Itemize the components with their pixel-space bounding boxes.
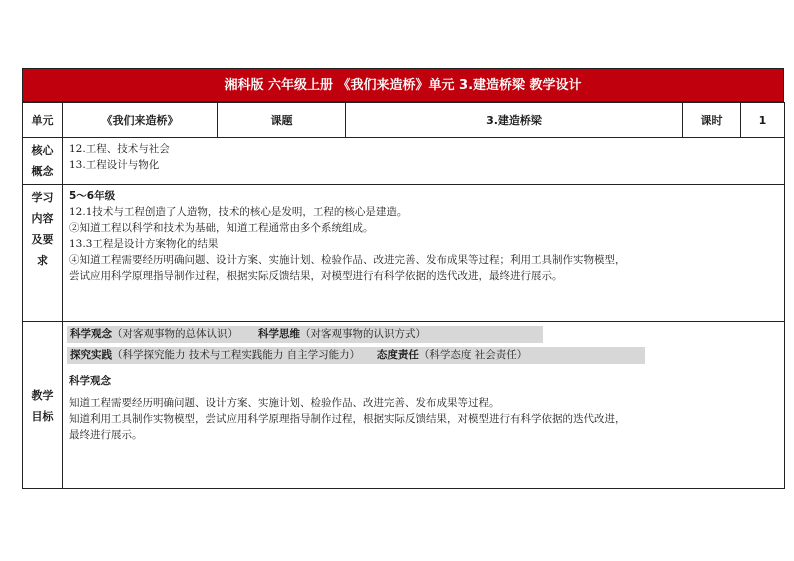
requirements-row [23,185,785,322]
tag-science-concept-desc: （对客观事物的总体认识） [112,328,238,340]
tag-science-thinking-desc: （对客观事物的认识方式） [300,328,427,340]
goals-label [23,322,63,489]
unit-value: 《我们来造桥》 [63,103,218,138]
tag-inquiry-practice: 探究实践 [70,349,112,361]
req-label-line: 及要 [31,233,54,246]
core-concept-row [23,138,785,185]
requirement-line: 尝试应用科学原理指导制作过程，根据实际反馈结果，对模型进行有科学依据的迭代改进，最终进行展示。 [69,270,563,282]
tag-inquiry-practice-desc: （科学探究能力 技术与工程实践能力 自主学习能力） [112,349,361,361]
core-label-line: 核心 [31,144,54,157]
grade-level: 5～6年级 [69,190,116,202]
goals-label-line: 教学 [31,389,54,402]
core-concept-content [63,138,785,185]
requirement-line: 13.3工程是设计方案物化的结果 [69,238,219,250]
goals-tag-row-2 [67,347,645,364]
goal-line: 最终进行展示。 [69,429,143,441]
period-label: 课时 [683,103,741,138]
core-item: 12.工程、技术与社会 [69,143,170,155]
core-concept-label [23,138,63,185]
core-item: 13.工程设计与物化 [69,159,160,171]
period-value: 1 [741,103,785,138]
goals-label-line: 目标 [31,410,54,423]
req-label-line: 内容 [31,212,54,225]
goals-section-title: 科学观念 [69,375,111,387]
topic-label: 课题 [218,103,346,138]
unit-label: 单元 [23,103,63,138]
goals-content [63,322,785,489]
tag-science-concept: 科学观念 [70,328,112,340]
requirements-content [63,185,785,322]
goals-tag-row-1 [67,326,543,343]
document-title: 湘科版 六年级上册 《我们来造桥》单元 3.建造桥梁 教学设计 [22,68,784,102]
goals-row [23,322,785,489]
goal-line: 知道利用工具制作实物模型，尝试应用科学原理指导制作过程，根据实际反馈结果，对模型进行有科学依据的迭代改进， [69,413,626,425]
lesson-plan-document [22,68,784,489]
goal-line: 知道工程需要经历明确问题、设计方案、实施计划、检验作品、改进完善、发布成果等过程。 [69,397,500,409]
requirement-line: ②知道工程以科学和技术为基础，知道工程通常由多个系统组成。 [69,222,374,234]
tag-attitude-responsibility-desc: （科学态度 社会责任） [418,349,528,361]
topic-value: 3.建造桥梁 [346,103,683,138]
requirement-line: 12.1技术与工程创造了人造物，技术的核心是发明，工程的核心是建造。 [69,206,408,218]
tag-science-thinking: 科学思维 [258,328,301,340]
header-row [23,103,785,138]
req-label-line: 求 [37,254,48,267]
req-label-line: 学习 [31,191,54,204]
requirement-line: ④知道工程需要经历明确问题、设计方案、实施计划、检验作品、改进完善、发布成果等过程；利用工具制作实物模型， [69,254,626,266]
lesson-plan-table [22,102,785,489]
requirements-label [23,185,63,322]
core-label-line: 概念 [31,165,54,178]
tag-attitude-responsibility: 态度责任 [376,349,419,361]
